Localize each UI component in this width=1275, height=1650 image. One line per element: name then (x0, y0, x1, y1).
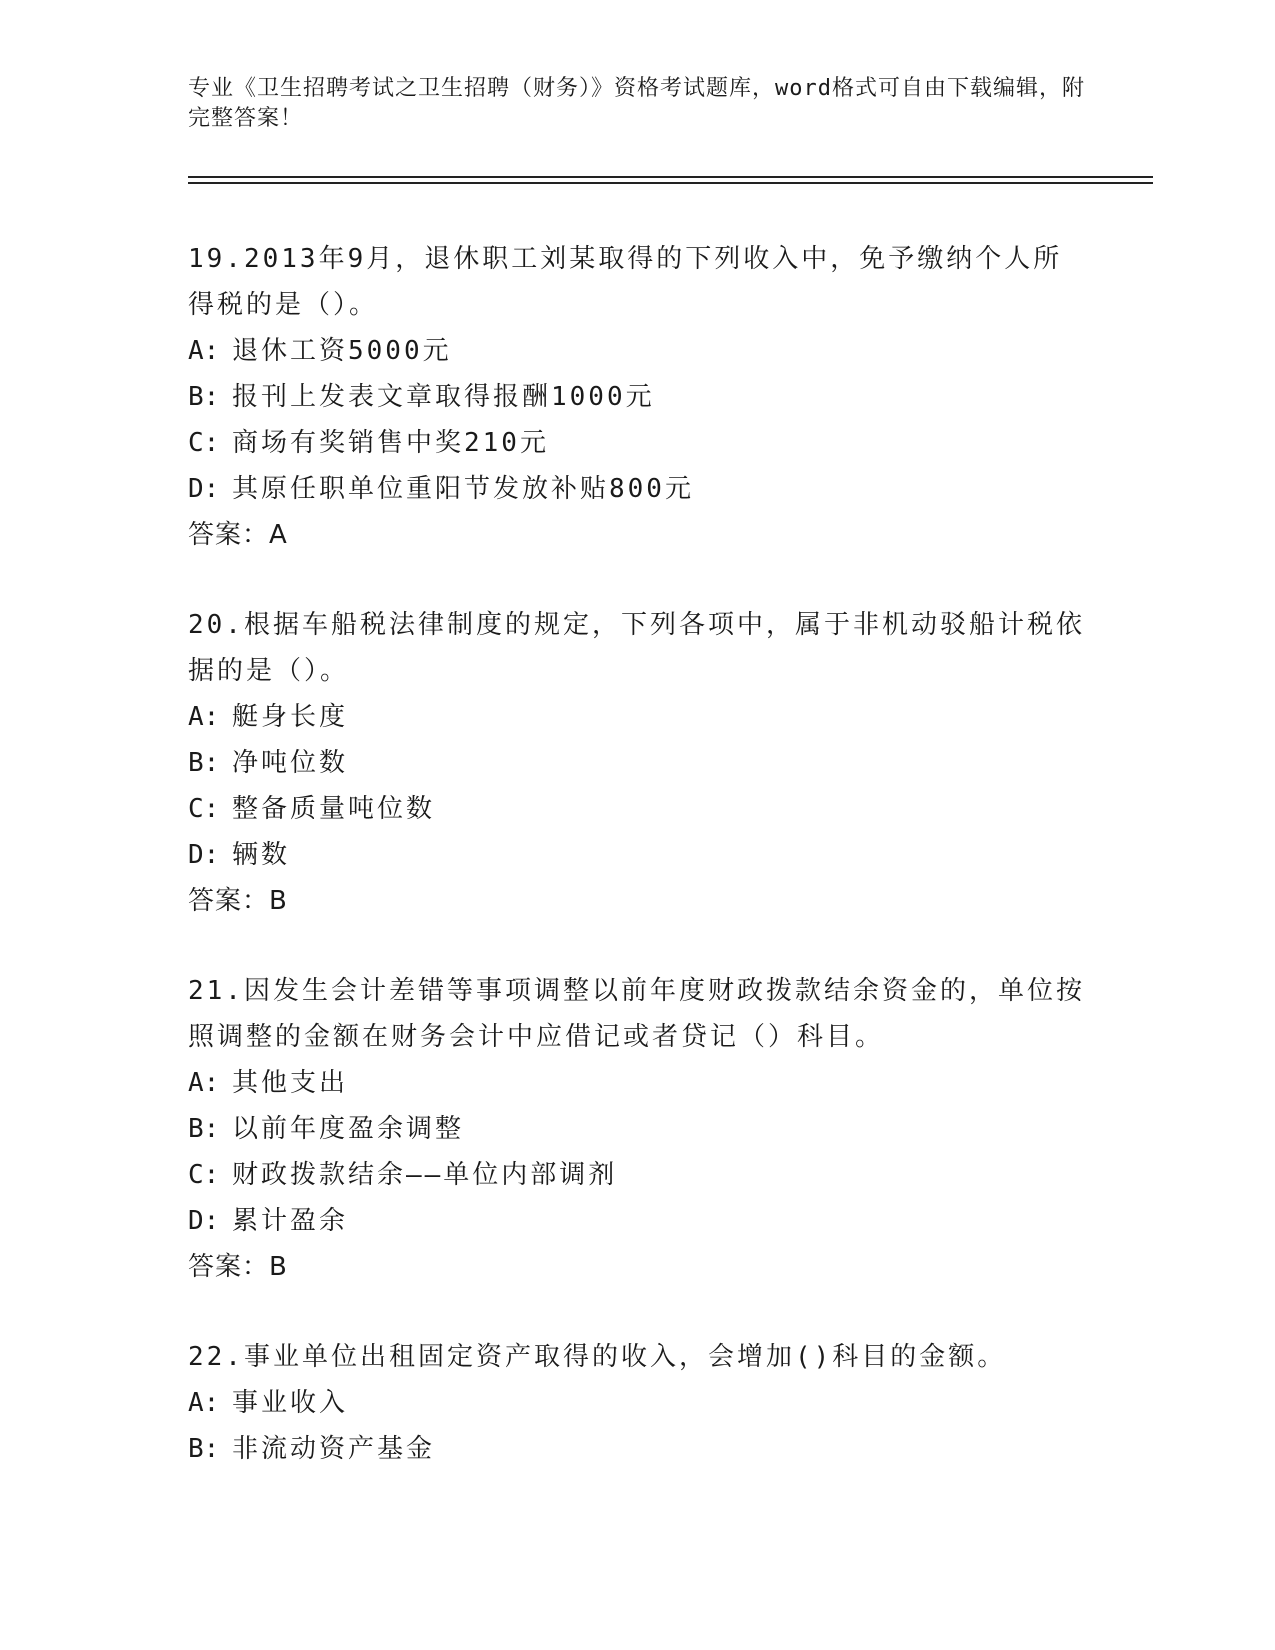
option-letter: B: (188, 1434, 220, 1464)
option-letter: D: (188, 1206, 220, 1236)
option-letter: D: (188, 474, 220, 504)
option-text: 以前年度盈余调整 (232, 1114, 465, 1144)
option-letter: A: (188, 702, 220, 732)
option-text: 其他支出 (232, 1068, 349, 1098)
option-d (188, 832, 1088, 878)
question-20 (188, 602, 1088, 924)
question-19 (188, 236, 1088, 558)
option-text: 整备质量吨位数 (232, 794, 436, 824)
option-text: 艇身长度 (232, 702, 349, 732)
option-letter: C: (188, 794, 220, 824)
option-text: 非流动资产基金 (232, 1434, 436, 1464)
option-letter: A: (188, 1068, 220, 1098)
question-22 (188, 1334, 1088, 1472)
answer-line: 答案：B (188, 886, 288, 916)
option-text: 财政拨款结余——单位内部调剂 (232, 1160, 618, 1190)
option-text: 事业收入 (232, 1388, 349, 1418)
option-b (188, 374, 1088, 420)
option-letter: A: (188, 336, 220, 366)
question-stem: 19.2013年9月，退休职工刘某取得的下列收入中，免予缴纳个人所得税的是（）。 (188, 244, 1063, 320)
option-letter: B: (188, 1114, 220, 1144)
option-c (188, 786, 1088, 832)
option-a (188, 694, 1088, 740)
option-text: 净吨位数 (232, 748, 349, 778)
option-b (188, 1106, 1088, 1152)
option-text: 其原任职单位重阳节发放补贴800元 (232, 474, 694, 504)
option-letter: A: (188, 1388, 220, 1418)
option-c (188, 1152, 1088, 1198)
document-header: 专业《卫生招聘考试之卫生招聘（财务）》资格考试题库，word格式可自由下载编辑，附完整答案！ (188, 76, 1085, 131)
option-a (188, 1060, 1088, 1106)
option-d (188, 1198, 1088, 1244)
question-stem: 22.事业单位出租固定资产取得的收入，会增加()科目的金额。 (188, 1342, 1007, 1372)
option-letter: C: (188, 1160, 220, 1190)
option-a (188, 328, 1088, 374)
header-divider-bottom (188, 182, 1153, 184)
option-text: 报刊上发表文章取得报酬1000元 (232, 382, 655, 412)
option-text: 商场有奖销售中奖210元 (232, 428, 549, 458)
option-c (188, 420, 1088, 466)
option-letter: B: (188, 748, 220, 778)
option-letter: B: (188, 382, 220, 412)
answer-line: 答案：A (188, 520, 288, 550)
option-text: 累计盈余 (232, 1206, 349, 1236)
question-21 (188, 968, 1088, 1290)
option-text: 辆数 (232, 840, 291, 870)
option-letter: D: (188, 840, 220, 870)
option-b (188, 740, 1088, 786)
question-list (188, 236, 1088, 1516)
option-text: 退休工资5000元 (232, 336, 452, 366)
answer-line: 答案：B (188, 1252, 288, 1282)
question-stem: 21.因发生会计差错等事项调整以前年度财政拨款结余资金的，单位按照调整的金额在财务会计中应借记或者贷记（）科目。 (188, 976, 1085, 1052)
option-a (188, 1380, 1088, 1426)
question-stem: 20.根据车船税法律制度的规定，下列各项中，属于非机动驳船计税依据的是（）。 (188, 610, 1085, 686)
option-d (188, 466, 1088, 512)
option-b (188, 1426, 1088, 1472)
header-divider-top (188, 176, 1153, 178)
option-letter: C: (188, 428, 220, 458)
